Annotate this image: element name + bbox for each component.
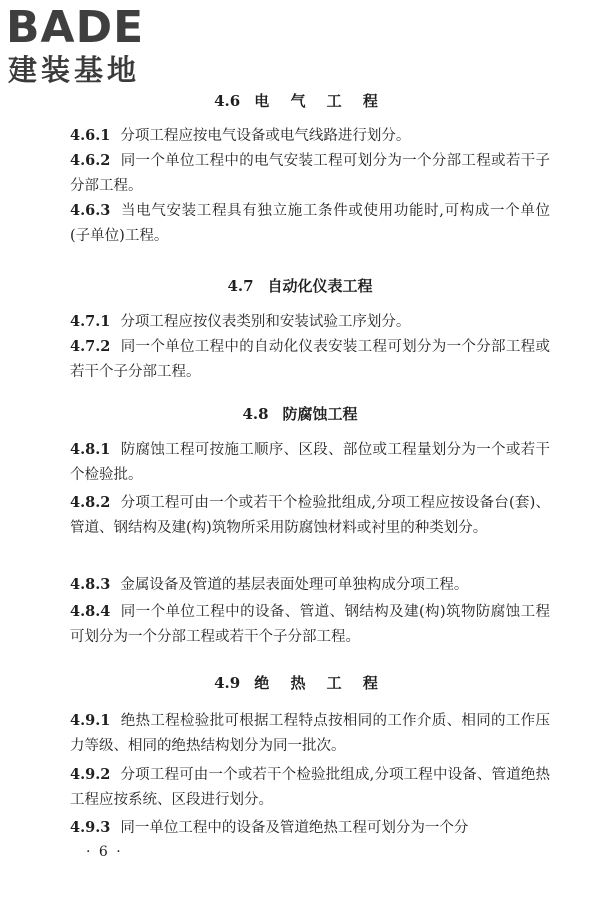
section-title: 电 气 工 程 (254, 92, 386, 110)
logo-word: BADE (6, 2, 145, 53)
clause-4-7-1 (70, 309, 550, 335)
clause-text: 同一单位工程中的设备及管道绝热工程可划分为一个分 (120, 820, 469, 836)
section-title: 防腐蚀工程 (282, 405, 358, 423)
clause-4-9-3 (70, 815, 550, 841)
clause-4-6-3 (70, 198, 550, 249)
clause-text: 绝热工程检验批可根据工程特点按相同的工作介质、相同的工作压力等级、相同的绝热结构划分为同一批次。 (70, 713, 550, 754)
section-heading-4-6 (0, 91, 600, 111)
section-number: 4.9 (214, 674, 241, 692)
section-heading-4-7 (0, 276, 600, 296)
section-heading-4-8 (0, 404, 600, 424)
clause-4-9-1 (70, 708, 550, 759)
clause-number: 4.8.1 (70, 441, 111, 458)
page-number: · 6 · (86, 844, 123, 860)
clause-text: 防腐蚀工程可按施工顺序、区段、部位或工程量划分为一个或若干个检验批。 (70, 442, 550, 483)
logo-chinese: 建装基地 (8, 53, 141, 87)
clause-number: 4.9.2 (70, 766, 111, 783)
clause-number: 4.8.2 (70, 494, 111, 511)
clause-number: 4.7.2 (70, 338, 111, 355)
clause-number: 4.6.2 (70, 152, 111, 169)
clause-number: 4.9.1 (70, 712, 111, 729)
section-title: 绝 热 工 程 (254, 674, 386, 692)
clause-number: 4.6.3 (70, 202, 111, 219)
section-heading-4-9 (0, 673, 600, 693)
clause-4-8-3 (70, 572, 550, 598)
clause-number: 4.9.3 (70, 819, 111, 836)
clause-4-8-2 (70, 490, 550, 541)
clause-4-9-2 (70, 762, 550, 813)
clause-4-8-1 (70, 437, 550, 488)
clause-text: 同一个单位工程中的电气安装工程可划分为一个分部工程或若干子分部工程。 (70, 153, 550, 194)
clause-number: 4.6.1 (70, 127, 111, 144)
section-number: 4.8 (242, 405, 269, 423)
logo (6, 2, 176, 88)
clause-text: 分项工程应按电气设备或电气线路进行划分。 (120, 128, 411, 144)
clause-text: 同一个单位工程中的自动化仪表安装工程可划分为一个分部工程或若干个子分部工程。 (70, 339, 550, 380)
clause-text: 当电气安装工程具有独立施工条件或使用功能时,可构成一个单位(子单位)工程。 (70, 203, 550, 244)
clause-4-7-2 (70, 334, 550, 385)
clause-number: 4.7.1 (70, 313, 111, 330)
clause-text: 分项工程可由一个或若干个检验批组成,分项工程中设备、管道绝热工程应按系统、区段进行划分。 (70, 767, 550, 808)
section-title: 自动化仪表工程 (267, 277, 373, 295)
clause-text: 分项工程可由一个或若干个检验批组成,分项工程应按设备台(套)、管道、钢结构及建(构)筑物所采用防腐蚀材料或衬里的种类划分。 (70, 495, 550, 536)
clause-number: 4.8.4 (70, 603, 111, 620)
section-number: 4.7 (227, 277, 254, 295)
clause-4-6-2 (70, 148, 550, 199)
clause-text: 分项工程应按仪表类别和安装试验工序划分。 (120, 314, 411, 330)
clause-4-8-4 (70, 599, 550, 650)
clause-4-6-1 (70, 123, 550, 149)
section-number: 4.6 (214, 92, 241, 110)
clause-number: 4.8.3 (70, 576, 111, 593)
clause-text: 同一个单位工程中的设备、管道、钢结构及建(构)筑物防腐蚀工程可划分为一个分部工程或若干个子分部工程。 (70, 604, 550, 645)
clause-text: 金属设备及管道的基层表面处理可单独构成分项工程。 (120, 577, 469, 593)
